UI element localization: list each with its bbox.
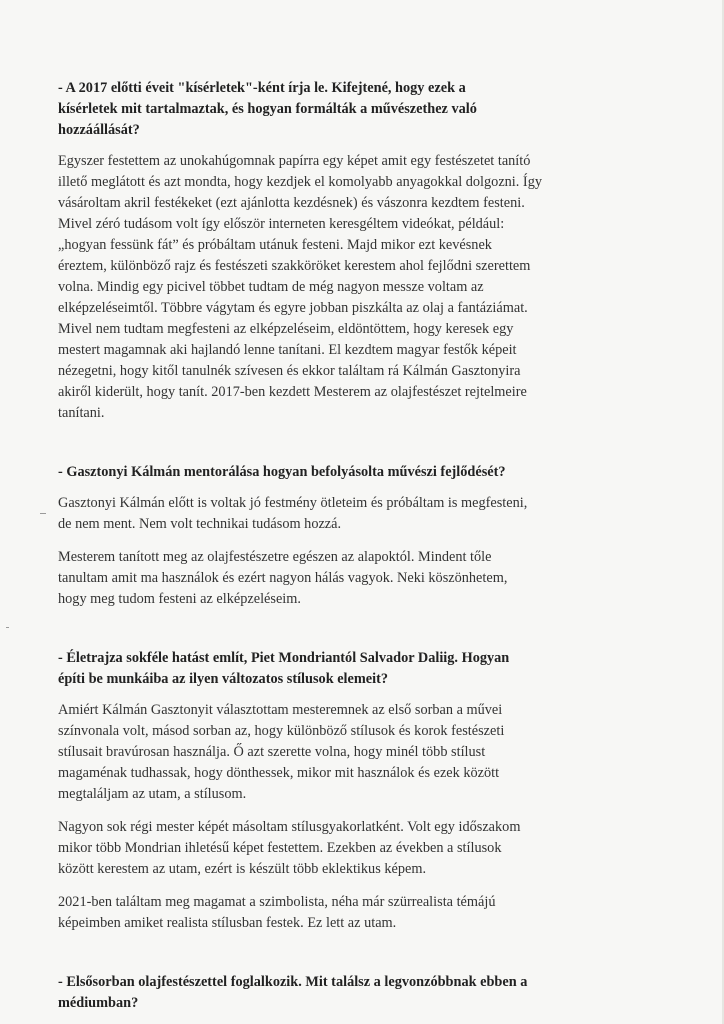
answer-line: vásároltam akril festékeket (ezt ajánlotta kezdésnek) és vászonra kezdtem festeni. (58, 195, 525, 211)
question-heading (58, 648, 668, 690)
question-line: építi be munkáiba az ilyen változatos stílusok elemeit? (58, 671, 389, 687)
answer-line: Mivel nem tudtam megfesteni az elképzeléseim, eldöntöttem, hogy keresek egy (58, 321, 514, 337)
scan-speck (6, 627, 9, 628)
answer-line: stílusait bravúrosan használja. Ő azt szerette volna, hogy minél több stílust (58, 744, 486, 760)
answer-line: hogy meg tudom festeni az elképzeléseim. (58, 591, 301, 607)
answer-line: Mesterem tanított meg az olajfestészetre egészen az alapoktól. Mindent tőle (58, 549, 492, 565)
question-heading (58, 972, 668, 1014)
answer-line: 2021-ben találtam meg magamat a szimbolista, néha már szürrealista témájú (58, 894, 496, 910)
qa-section (58, 648, 668, 934)
question-line: médiumban? (58, 995, 139, 1011)
answer-paragraph (58, 493, 668, 535)
answer-line: között kerestem az utam, ezért is készült több eklektikus képem. (58, 861, 427, 877)
answer-line: nézegetni, hogy kitől tanulnék szívesen és ekkor találtam rá Kálmán Gasztonyira (58, 363, 521, 379)
question-heading (58, 462, 668, 483)
document-body (58, 78, 668, 1014)
question-line: kísérletek mit tartalmaztak, és hogyan formálták a művészethez való (58, 101, 477, 117)
answer-line: illető meglátott és azt mondta, hogy kezdjek el komolyabb anyagokkal dolgozni. Így (58, 174, 542, 190)
scan-speck (40, 513, 46, 514)
question-line: - Életrajza sokféle hatást említ, Piet Mondriantól Salvador Daliig. Hogyan (58, 650, 510, 666)
answer-line: akiről kiderült, hogy tanít. 2017-ben kezdett Mesterem az olajfestészet rejtelmeire (58, 384, 527, 400)
answer-paragraph (58, 547, 668, 610)
answer-line: de nem ment. Nem volt technikai tudásom hozzá. (58, 516, 342, 532)
answer-line: Gasztonyi Kálmán előtt is voltak jó festmény ötleteim és próbáltam is megfesteni, (58, 495, 528, 511)
question-line: - Elsősorban olajfestészettel foglalkozik. Mit találsz a legvonzóbbnak ebben a (58, 974, 528, 990)
answer-line: volna. Mindig egy picivel többet tudtam de még nagyon messze voltam az (58, 279, 484, 295)
qa-section (58, 462, 668, 610)
question-line: - Gasztonyi Kálmán mentorálása hogyan befolyásolta művészi fejlődését? (58, 464, 506, 480)
answer-line: Mivel zéró tudásom volt így először interneten keresgéltem videókat, például: (58, 216, 505, 232)
answer-line: mikor több Mondrian ihletésű képet festettem. Ezekben az években a stílusok (58, 840, 502, 856)
answer-line: Egyszer festettem az unokahúgomnak papírra egy képet amit egy festészetet tanító (58, 153, 531, 169)
answer-line: mestert magamnak aki hajlandó lenne tanítani. El kezdtem magyar festők képeit (58, 342, 517, 358)
answer-line: „hogyan fessünk fát” és próbáltam utánuk festeni. Majd mikor ezt kevésnek (58, 237, 492, 253)
answer-paragraph (58, 151, 668, 424)
qa-section (58, 78, 668, 424)
answer-paragraph (58, 817, 668, 880)
answer-line: képeimben amiket realista stílusban festek. Ez lett az utam. (58, 915, 397, 931)
answer-paragraph (58, 892, 668, 934)
question-line: hozzáállását? (58, 122, 140, 138)
answer-line: magaménak tudhassak, hogy dönthessek, mikor mit használok és ezek között (58, 765, 500, 781)
answer-line: tanultam amit ma használok és ezért nagyon hálás vagyok. Neki köszönhetem, (58, 570, 508, 586)
answer-line: elképzeléseimtől. Többre vágytam és egyre jobban piszkálta az olaj a fantáziámat. (58, 300, 528, 316)
answer-line: Nagyon sok régi mester képét másoltam stílusgyakorlatként. Volt egy időszakom (58, 819, 521, 835)
qa-section (58, 972, 668, 1014)
question-line: - A 2017 előtti éveit "kísérletek"-ként írja le. Kifejtené, hogy ezek a (58, 80, 466, 96)
answer-line: megtaláljam az utam, a stílusom. (58, 786, 247, 802)
answer-line: színvonala volt, másod sorban az, hogy különböző stílusok és korok festészeti (58, 723, 505, 739)
answer-line: tanítani. (58, 405, 105, 421)
answer-paragraph (58, 700, 668, 805)
question-heading (58, 78, 668, 141)
answer-line: Amiért Kálmán Gasztonyit választottam mesteremnek az első sorban a művei (58, 702, 503, 718)
answer-line: éreztem, különböző rajz és festészeti szakköröket kerestem ahol fejlődni szerettem (58, 258, 531, 274)
